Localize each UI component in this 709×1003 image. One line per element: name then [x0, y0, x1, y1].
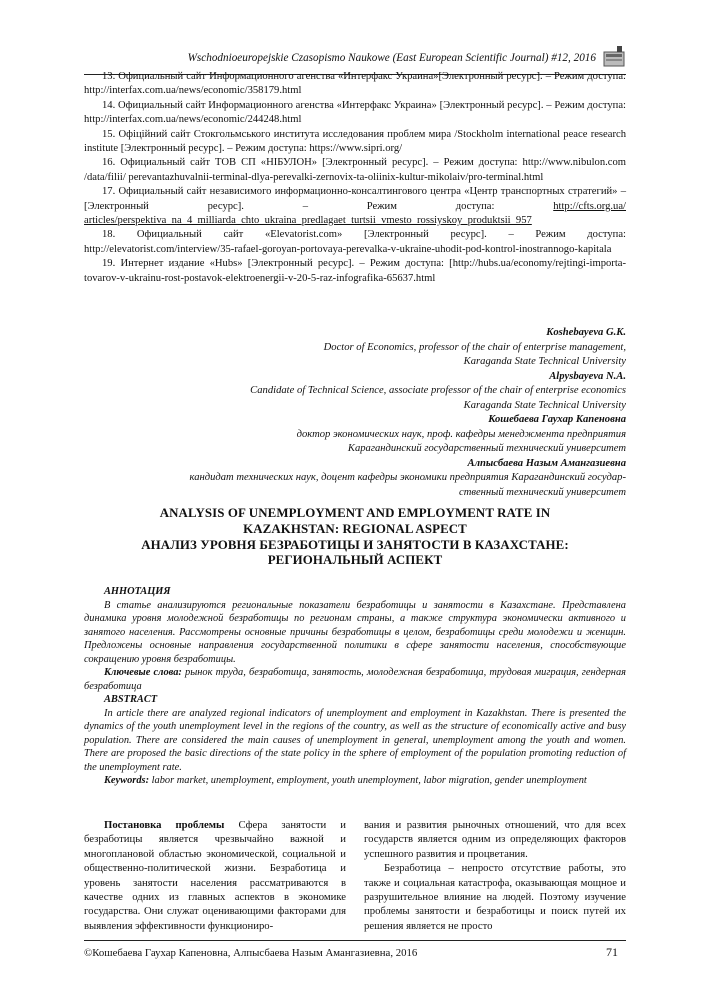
title-en-line: ANALYSIS OF UNEMPLOYMENT AND EMPLOYMENT RATE IN: [159, 506, 551, 520]
reference-item: 17. Официальный сайт независимого информационно-консалтингового центра «Центр транспортных стратегий» – [Электронный ресурс]. – Режим доступа: http://cfts.org.ua/ articles/perspektiva_na_4_milliarda_chto_ukraina_predlagaet_turtsii_vmesto_rossiyskoy_produktsii_957: [84, 186, 626, 227]
author-name: Кошебаева Гаухар Капеновна: [488, 414, 626, 425]
keywords-ru: Ключевые слова: рынок труда, безработица, занятость, молодежная безработица, трудовая миграция, гендерная безработица: [84, 667, 626, 692]
title-ru-line: РЕГИОНАЛЬНЫЙ АСПЕКТ: [267, 553, 443, 568]
reference-item: 13. Официальный сайт Информационного агенства «Интерфакс Украина»[Электронный ресурс]. – Режим доступа: http://interfax.com.ua/news/economic/358179.html: [84, 71, 626, 97]
author-name: Алпысбаева Назым Амангазиевна: [467, 457, 626, 469]
abstract-ru-text: В статье анализируются региональные показатели безработицы и занятости в Казахстане. Представлена динамика уровня молодежной безработицы по регионам страны, а также структура экономически активного и занятого населения. Рассмотрены основные причины безработицы в целом, безработицы среди молодежи и женщин. Предложены основные направления государственной политики в сфере занятости населения, способствующие сокращению уровня безработицы.: [84, 599, 626, 665]
body-paragraph: Постановка проблемы Сфера занятости и безработицы является чрезвычайно важной и многоплановой областью экономической, социальной и общественно-политической жизни. Безработица и уровень занятости населения рассматриваются в качестве одних из главных аспектов в экономике государства. Они служат оценивающими факторами для выявления эффективности функциониро-: [84, 819, 347, 932]
reference-item: 15. Офіційний сайт Стокгольмського института исследования проблем мира /Stockholm international peace research institute [Электронный ресурс]. – Режим доступа: https://www.sipri.org/: [84, 128, 626, 155]
author-affiliation: Карагандинский государственный технический университет: [347, 443, 626, 454]
author-affiliation: Candidate of Technical Science, associate professor of the chair of enterprise economics: [250, 385, 626, 396]
reference-list: [84, 70, 626, 286]
abstract-section: [84, 585, 626, 788]
abstract-en-heading: ABSTRACT: [104, 694, 158, 705]
journal-title: Wschodnioeuropejskie Czasopismo Naukowe (East European Scientific Journal) #12, 2016: [187, 52, 596, 64]
body-column-right: [364, 818, 626, 933]
abstract-ru-heading: АННОТАЦИЯ: [104, 586, 171, 597]
author-affiliation: ственный технический университет: [459, 486, 626, 498]
author-affiliation: доктор экономических наук, проф. кафедры менеджмента предприятия: [296, 428, 626, 440]
reference-item: 19. Интернет издание «Hubs» [Электронный ресурс]. – Режим доступа: [http://hubs.ua/economy/rejtingi-importa-tovarov-v-ukrainu-rost-postavok-elektroenergii-v-20-5-raz-infografika-65637.html: [84, 258, 626, 284]
abstract-en-text: In article there are analyzed regional indicators of unemployment and employment in Kazakhstan. There is presented the dynamics of the youth unemployment level in the regions of the country, as well as the structure of economically active and busy population. There are considered the main causes of unemployment in general, unemployment among the youth and women. There are proposed the basic directions of the state policy in the sphere of employment of the population promoting reduction of the unemployment rate.: [84, 707, 626, 773]
page: [84, 0, 626, 1003]
reference-item: 16. Официальный сайт ТОВ СП «НІБУЛОН» [Электронный ресурс]. – Режим доступа: http://www.nibulon.com /data/filii/ perevantazhuvalnii-terminal-dlya-perevalki-zernovix-ta-oliinix-kultur-mikolaiv/pro-terminal.html: [84, 157, 626, 183]
title-ru-line: АНАЛИЗ УРОВНЯ БЕЗРАБОТИЦЫ И ЗАНЯТОСТИ В КАЗАХСТАНЕ:: [141, 537, 569, 552]
author-affiliation: кандидат технических наук, доцент кафедры экономики предприятия Карагандинский государ-: [189, 472, 626, 483]
article-title: [84, 506, 626, 569]
reference-link[interactable]: http://cfts.org.ua/ articles/perspektiva_na_4_milliarda_chto_ukraina_predlagaet_turtsii_vmesto_rossiyskoy_produktsii_957: [84, 200, 626, 227]
journal-logo-icon: [602, 44, 626, 72]
author-affiliation: Karaganda State Technical University: [463, 399, 626, 411]
author-affiliation: Karaganda State Technical University: [463, 356, 626, 367]
keywords-en: Keywords: labor market, unemployment, employment, youth unemployment, labor migration, gender unemployment: [104, 775, 587, 786]
title-en-line: KAZAKHSTAN: REGIONAL ASPECT: [243, 521, 467, 536]
body-column-left: [84, 818, 346, 933]
reference-item: 18. Официальный сайт «Elevatorist.com» [Электронный ресурс]. – Режим доступа: http://elevatorist.com/interview/35-rafael-goroyan-portovaya-perevalka-v-ukraine-uhodit-pod-kontrol-inostrannogo-kapitala: [84, 229, 626, 255]
copyright-line: ©Кошебаева Гаухар Капеновна, Алпысбаева Назым Амангазиевна, 2016: [84, 947, 418, 959]
page-number: 71: [606, 945, 618, 959]
author-name: Alpysbayeva N.A.: [549, 370, 626, 382]
body-paragraph: Безработица – непросто отсутствие работы, это также и социальная катастрофа, оказывающая мощное и разрушительное влияние на людей. Поэтому изучение проблемы занятости и безработицы и поиск путей их решения является не просто: [364, 862, 626, 932]
page-footer: [84, 940, 626, 969]
reference-item: 14. Официальный сайт Информационного агенства «Интерфакс Украина» [Электронный ресурс]. – Режим доступа: http://interfax.com.ua/news/economic/244248.html: [84, 99, 626, 126]
author-name: Koshebayeva G.K.: [546, 327, 626, 338]
author-affiliation: Doctor of Economics, professor of the chair of enterprise management,: [323, 341, 626, 353]
author-block: [84, 326, 626, 500]
body-paragraph: вания и развития рыночных отношений, что для всех государств является одним из определяющих факторов успешного развития и процветания.: [364, 819, 626, 860]
